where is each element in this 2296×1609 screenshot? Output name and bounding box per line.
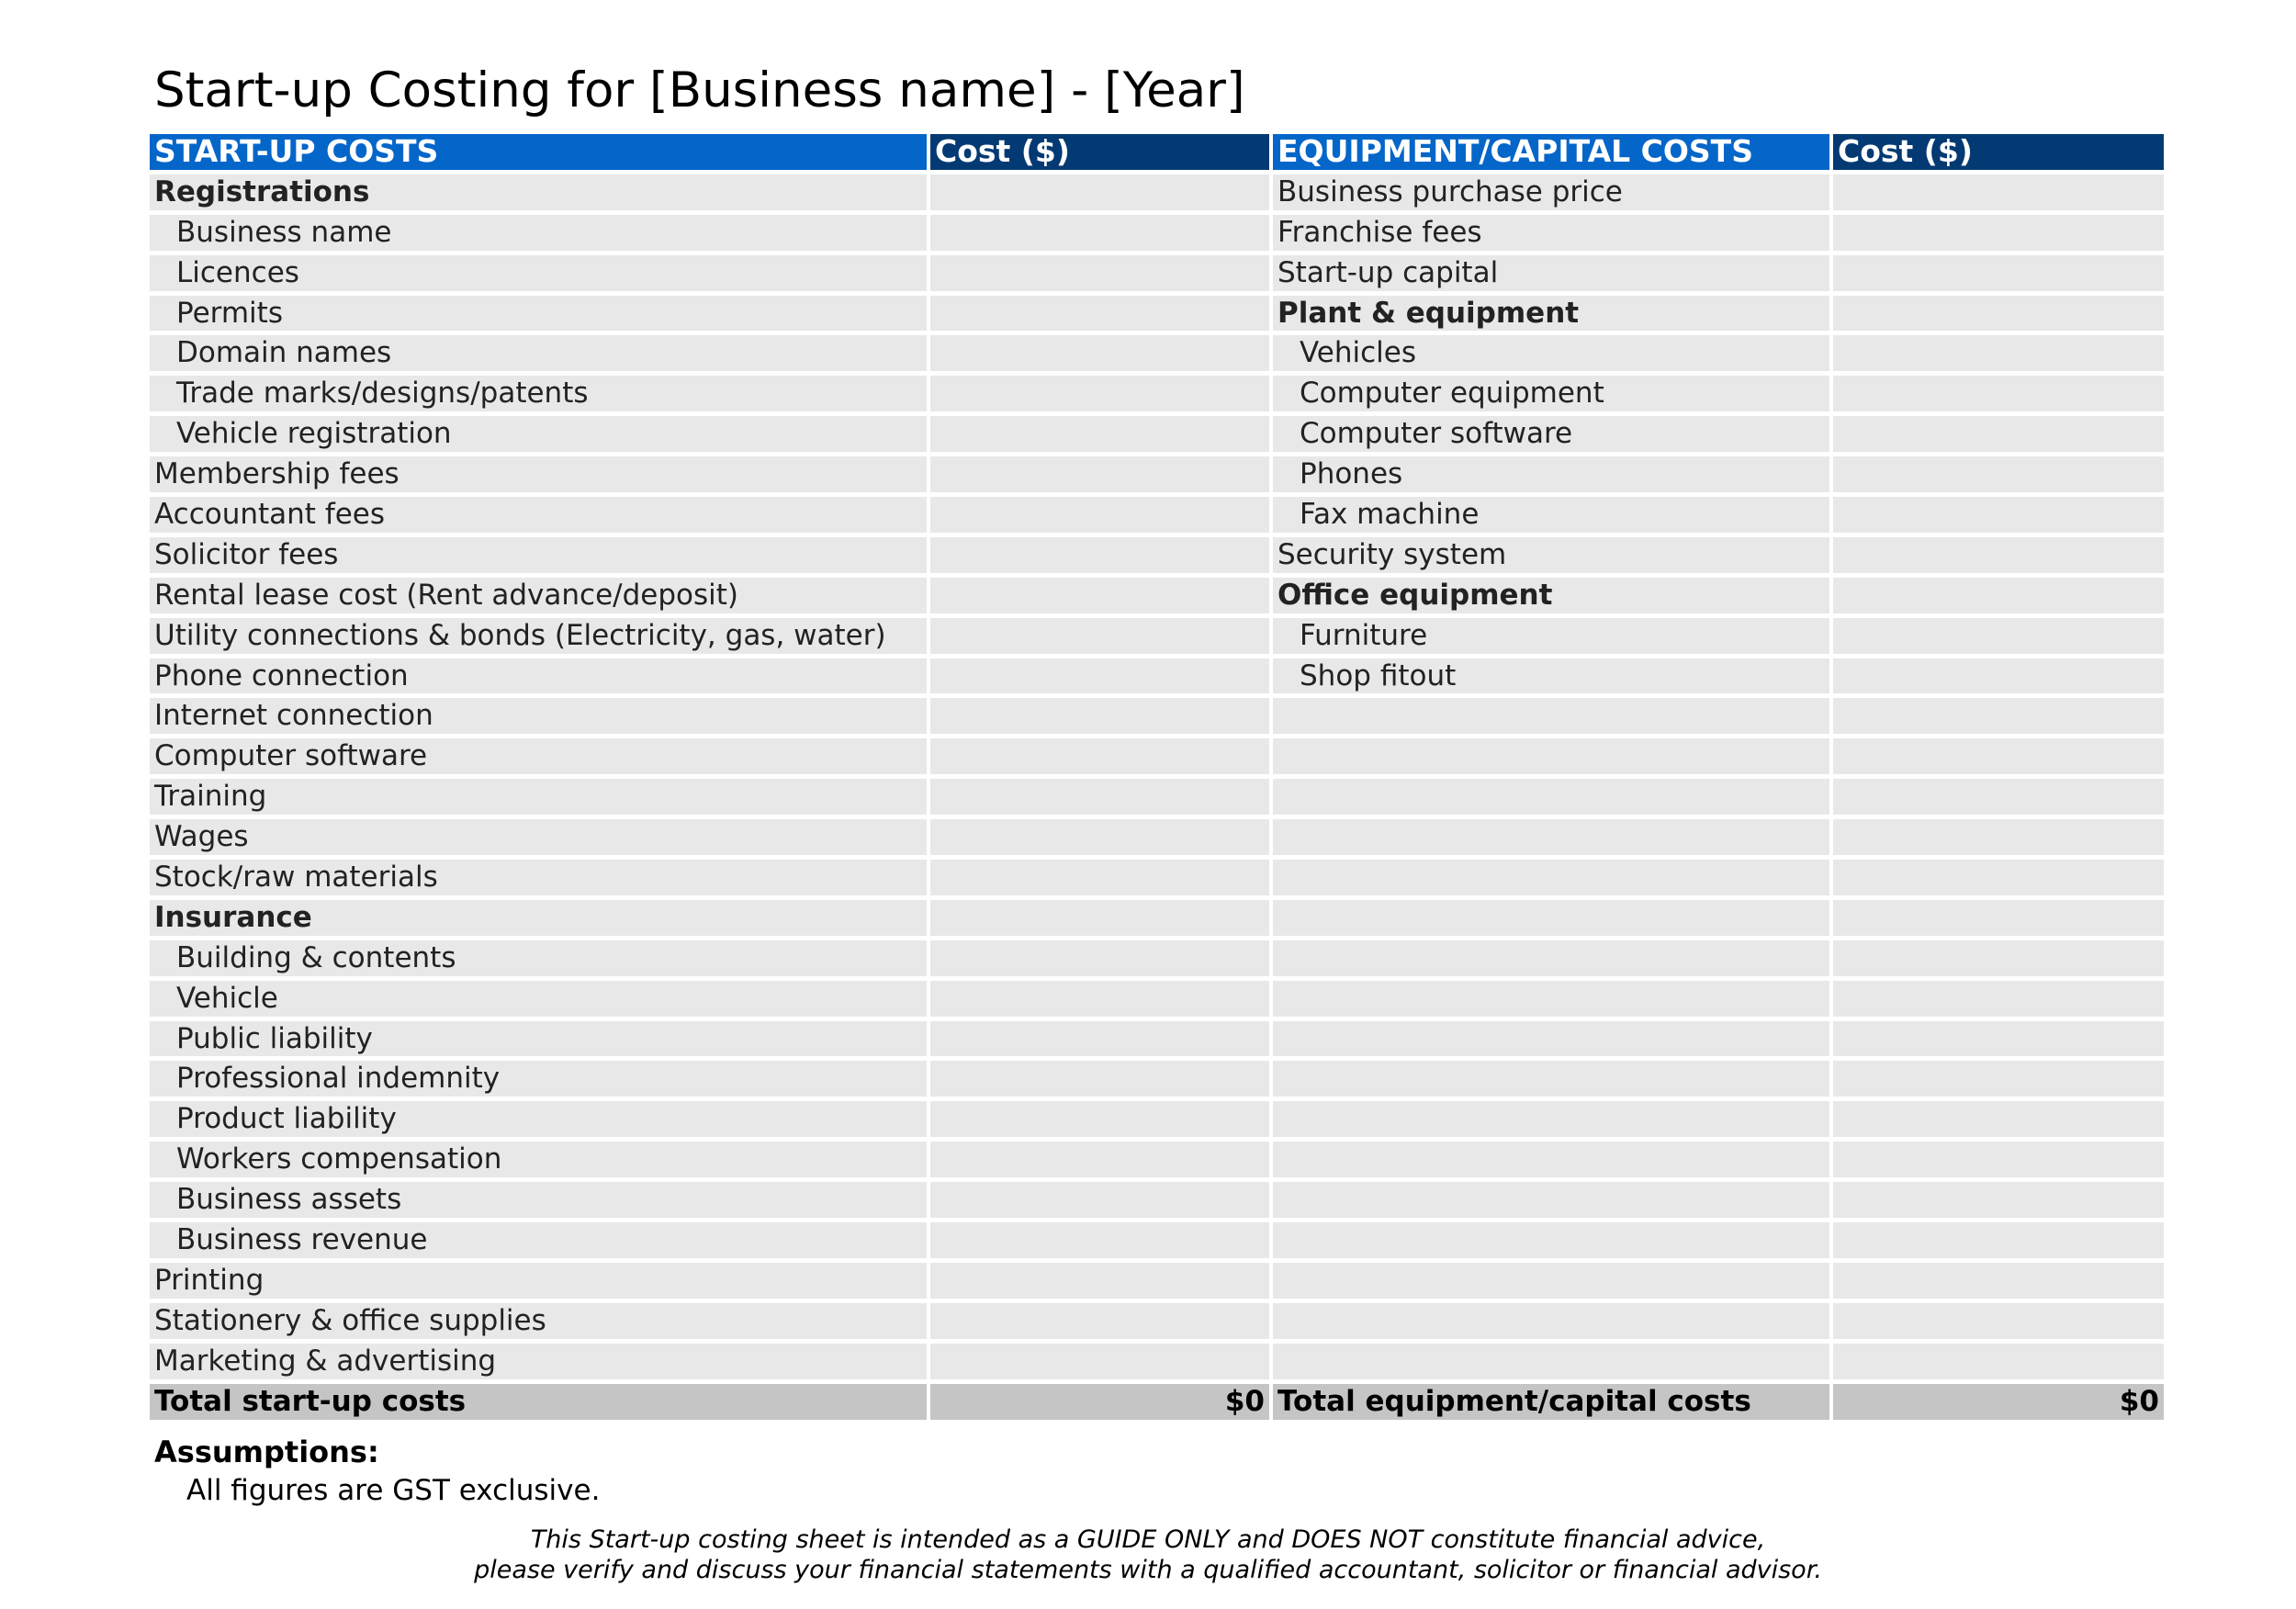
equipment-item-cost-cell[interactable] bbox=[1833, 779, 2164, 815]
equipment-item-label: Computer equipment bbox=[1273, 376, 1829, 411]
startup-item-cost-cell[interactable] bbox=[930, 1303, 1269, 1339]
startup-item-label: Business revenue bbox=[150, 1222, 927, 1258]
equipment-item-cost-cell[interactable] bbox=[1833, 376, 2164, 411]
equipment-item-cost-cell[interactable] bbox=[1833, 738, 2164, 774]
disclaimer-line-1: This Start-up costing sheet is intended as a GUIDE ONLY and DOES NOT constitute financial advice, bbox=[530, 1525, 1766, 1554]
equipment-empty-cell bbox=[1273, 1182, 1829, 1218]
startup-item-label: Permits bbox=[150, 296, 927, 332]
startup-item-label: Stock/raw materials bbox=[150, 860, 927, 895]
equipment-item-cost-cell[interactable] bbox=[1833, 1344, 2164, 1379]
startup-item-cost-cell[interactable] bbox=[930, 174, 1269, 210]
equipment-item-cost-cell[interactable] bbox=[1833, 174, 2164, 210]
equipment-empty-cell bbox=[1273, 1344, 1829, 1379]
startup-item-label: Vehicle registration bbox=[150, 416, 927, 452]
startup-item-label: Membership fees bbox=[150, 456, 927, 492]
startup-item-cost-cell[interactable] bbox=[930, 940, 1269, 976]
equipment-item-cost-cell[interactable] bbox=[1833, 940, 2164, 976]
startup-item-label: Licences bbox=[150, 255, 927, 291]
startup-item-label: Internet connection bbox=[150, 698, 927, 734]
startup-item-label: Professional indemnity bbox=[150, 1061, 927, 1097]
equipment-item-cost-cell[interactable] bbox=[1833, 1182, 2164, 1218]
startup-item-cost-cell[interactable] bbox=[930, 698, 1269, 734]
startup-item-cost-cell[interactable] bbox=[930, 497, 1269, 533]
startup-item-label: Accountant fees bbox=[150, 497, 927, 533]
startup-item-label: Registrations bbox=[150, 174, 927, 210]
equipment-empty-cell bbox=[1273, 1021, 1829, 1057]
startup-item-label: Workers compensation bbox=[150, 1142, 927, 1177]
startup-item-cost-cell[interactable] bbox=[930, 618, 1269, 654]
startup-item-label: Business name bbox=[150, 215, 927, 251]
equipment-item-label: Shop fitout bbox=[1273, 658, 1829, 694]
equipment-item-cost-cell[interactable] bbox=[1833, 1303, 2164, 1339]
equipment-empty-cell bbox=[1273, 900, 1829, 936]
startup-item-cost-cell[interactable] bbox=[930, 1021, 1269, 1057]
startup-item-cost-cell[interactable] bbox=[930, 779, 1269, 815]
startup-item-label: Vehicle bbox=[150, 981, 927, 1017]
startup-item-label: Trade marks/designs/patents bbox=[150, 376, 927, 411]
equipment-item-cost-cell[interactable] bbox=[1833, 416, 2164, 452]
total-startup-label: Total start-up costs bbox=[150, 1384, 927, 1420]
equipment-empty-cell bbox=[1273, 1263, 1829, 1299]
startup-item-cost-cell[interactable] bbox=[930, 1182, 1269, 1218]
assumptions-text: All figures are GST exclusive. bbox=[186, 1474, 601, 1507]
startup-item-label: Insurance bbox=[150, 900, 927, 936]
total-equipment-value: $0 bbox=[1833, 1384, 2164, 1420]
equipment-item-cost-cell[interactable] bbox=[1833, 981, 2164, 1017]
equipment-item-label: Office equipment bbox=[1273, 578, 1829, 613]
startup-item-cost-cell[interactable] bbox=[930, 658, 1269, 694]
equipment-item-cost-cell[interactable] bbox=[1833, 658, 2164, 694]
startup-cost-column-header: Cost ($) bbox=[930, 134, 1269, 170]
equipment-item-cost-cell[interactable] bbox=[1833, 860, 2164, 895]
startup-item-cost-cell[interactable] bbox=[930, 416, 1269, 452]
equipment-item-cost-cell[interactable] bbox=[1833, 296, 2164, 332]
equipment-item-cost-cell[interactable] bbox=[1833, 255, 2164, 291]
startup-item-label: Building & contents bbox=[150, 940, 927, 976]
equipment-item-label: Business purchase price bbox=[1273, 174, 1829, 210]
equipment-item-cost-cell[interactable] bbox=[1833, 698, 2164, 734]
startup-item-label: Printing bbox=[150, 1263, 927, 1299]
startup-item-cost-cell[interactable] bbox=[930, 255, 1269, 291]
equipment-cost-column-header: Cost ($) bbox=[1833, 134, 2164, 170]
page-title: Start-up Costing for [Business name] - [Year] bbox=[154, 62, 1245, 118]
startup-item-label: Solicitor fees bbox=[150, 537, 927, 573]
disclaimer bbox=[0, 1525, 2296, 1585]
equipment-item-cost-cell[interactable] bbox=[1833, 456, 2164, 492]
equipment-item-label: Plant & equipment bbox=[1273, 296, 1829, 332]
equipment-item-cost-cell[interactable] bbox=[1833, 1101, 2164, 1137]
startup-item-cost-cell[interactable] bbox=[930, 819, 1269, 855]
equipment-item-label: Start-up capital bbox=[1273, 255, 1829, 291]
startup-item-label: Domain names bbox=[150, 335, 927, 371]
startup-item-label: Stationery & office supplies bbox=[150, 1303, 927, 1339]
equipment-empty-cell bbox=[1273, 819, 1829, 855]
disclaimer-line-2: please verify and discuss your financial statements with a qualified accountant, solicitor or financial advisor. bbox=[474, 1556, 1822, 1584]
startup-item-cost-cell[interactable] bbox=[930, 981, 1269, 1017]
equipment-item-cost-cell[interactable] bbox=[1833, 1142, 2164, 1177]
equipment-empty-cell bbox=[1273, 860, 1829, 895]
startup-item-label: Public liability bbox=[150, 1021, 927, 1057]
startup-item-cost-cell[interactable] bbox=[930, 296, 1269, 332]
startup-item-cost-cell[interactable] bbox=[930, 1263, 1269, 1299]
startup-item-cost-cell[interactable] bbox=[930, 578, 1269, 613]
equipment-costs-header: EQUIPMENT/CAPITAL COSTS bbox=[1273, 134, 1829, 170]
equipment-empty-cell bbox=[1273, 1303, 1829, 1339]
startup-item-label: Product liability bbox=[150, 1101, 927, 1137]
equipment-item-cost-cell[interactable] bbox=[1833, 1021, 2164, 1057]
startup-item-label: Phone connection bbox=[150, 658, 927, 694]
equipment-empty-cell bbox=[1273, 1101, 1829, 1137]
startup-item-label: Wages bbox=[150, 819, 927, 855]
startup-item-label: Computer software bbox=[150, 738, 927, 774]
equipment-item-label: Fax machine bbox=[1273, 497, 1829, 533]
startup-item-cost-cell[interactable] bbox=[930, 1344, 1269, 1379]
startup-item-label: Training bbox=[150, 779, 927, 815]
startup-item-cost-cell[interactable] bbox=[930, 1101, 1269, 1137]
equipment-empty-cell bbox=[1273, 738, 1829, 774]
equipment-item-label: Franchise fees bbox=[1273, 215, 1829, 251]
equipment-item-cost-cell[interactable] bbox=[1833, 819, 2164, 855]
equipment-empty-cell bbox=[1273, 981, 1829, 1017]
equipment-item-cost-cell[interactable] bbox=[1833, 537, 2164, 573]
startup-item-label: Utility connections & bonds (Electricity, gas, water) bbox=[150, 618, 927, 654]
equipment-empty-cell bbox=[1273, 940, 1829, 976]
startup-item-label: Rental lease cost (Rent advance/deposit) bbox=[150, 578, 927, 613]
equipment-item-cost-cell[interactable] bbox=[1833, 1222, 2164, 1258]
equipment-empty-cell bbox=[1273, 698, 1829, 734]
equipment-item-cost-cell[interactable] bbox=[1833, 1263, 2164, 1299]
startup-item-cost-cell[interactable] bbox=[930, 738, 1269, 774]
total-equipment-label: Total equipment/capital costs bbox=[1273, 1384, 1829, 1420]
equipment-item-cost-cell[interactable] bbox=[1833, 335, 2164, 371]
equipment-item-cost-cell[interactable] bbox=[1833, 618, 2164, 654]
startup-item-cost-cell[interactable] bbox=[930, 1222, 1269, 1258]
startup-item-cost-cell[interactable] bbox=[930, 860, 1269, 895]
equipment-empty-cell bbox=[1273, 1142, 1829, 1177]
equipment-item-label: Security system bbox=[1273, 537, 1829, 573]
startup-costs-header: START-UP COSTS bbox=[150, 134, 927, 170]
equipment-empty-cell bbox=[1273, 1061, 1829, 1097]
startup-item-label: Marketing & advertising bbox=[150, 1344, 927, 1379]
equipment-empty-cell bbox=[1273, 779, 1829, 815]
equipment-item-cost-cell[interactable] bbox=[1833, 215, 2164, 251]
startup-item-cost-cell[interactable] bbox=[930, 376, 1269, 411]
equipment-item-cost-cell[interactable] bbox=[1833, 497, 2164, 533]
startup-item-cost-cell[interactable] bbox=[930, 1142, 1269, 1177]
equipment-empty-cell bbox=[1273, 1222, 1829, 1258]
startup-item-cost-cell[interactable] bbox=[930, 537, 1269, 573]
startup-item-label: Business assets bbox=[150, 1182, 927, 1218]
total-startup-value: $0 bbox=[930, 1384, 1269, 1420]
startup-item-cost-cell[interactable] bbox=[930, 1061, 1269, 1097]
equipment-item-label: Furniture bbox=[1273, 618, 1829, 654]
startup-item-cost-cell[interactable] bbox=[930, 335, 1269, 371]
assumptions-title: Assumptions: bbox=[154, 1435, 379, 1469]
startup-item-cost-cell[interactable] bbox=[930, 456, 1269, 492]
equipment-item-cost-cell[interactable] bbox=[1833, 900, 2164, 936]
equipment-item-cost-cell[interactable] bbox=[1833, 1061, 2164, 1097]
equipment-item-label: Computer software bbox=[1273, 416, 1829, 452]
costing-table bbox=[150, 134, 2164, 1420]
startup-item-cost-cell[interactable] bbox=[930, 900, 1269, 936]
equipment-item-cost-cell[interactable] bbox=[1833, 578, 2164, 613]
equipment-item-label: Phones bbox=[1273, 456, 1829, 492]
equipment-item-label: Vehicles bbox=[1273, 335, 1829, 371]
startup-item-cost-cell[interactable] bbox=[930, 215, 1269, 251]
